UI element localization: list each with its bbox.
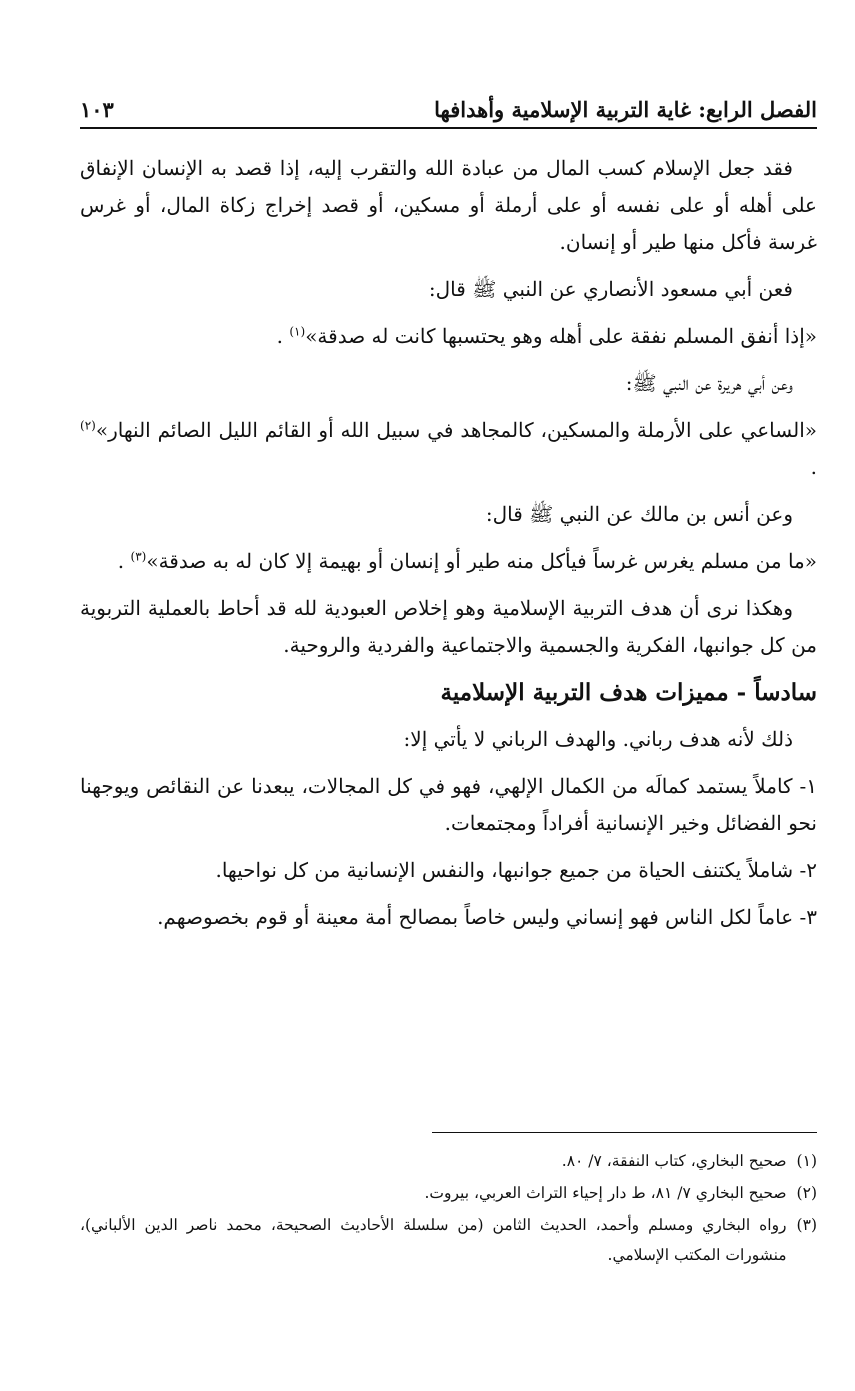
paragraph-2: فعن أبي مسعود الأنصاري عن النبي ﷺ قال: [428,277,793,301]
hadith-text-3: «ما من مسلم يغرس غرساً فيأكل منه طير أو إنسان أو بهيمة إلا كان له به صدقة» [146,549,817,573]
paragraph-5: وهكذا نرى أن هدف التربية الإسلامية وهو إخلاص العبودية لله قد أحاط بالعملية التربوية من كل جوانبها، الفكرية والجسمية والاجتماعية والفردية والروحية. [80,596,817,657]
hadith-text-1: «إذا أنفق المسلم نفقة على أهله وهو يحتسبها كانت له صدقة» [305,324,817,348]
hadith-quote-3 [80,543,817,580]
list-item-1: ١- كاملاً يستمد كمالَه من الكمال الإلهي، فهو في كل المجالات، يبعدنا عن النقائص ويوجهنا نحو الفضائل وخير الإنسانية أفراداً ومجتمعات. [80,774,817,835]
paragraph-4: وعن أنس بن مالك عن النبي ﷺ قال: [485,502,793,526]
section-heading: سادساً - مميزات هدف التربية الإسلامية [440,679,817,706]
footnote-text: رواه البخاري ومسلم وأحمد، الحديث الثامن (من سلسلة الأحاديث الصحيحة، محمد ناصر الدين الألباني)، منشورات المكتب الإسلامي. [80,1216,787,1264]
hadith-quote-2 [80,412,817,486]
quote-end-1: . [276,324,290,348]
footnote-ref-1: (١) [289,324,306,339]
footnote-number: (٢) [796,1184,817,1202]
footnote-rule [432,1132,817,1133]
footnotes [80,1146,817,1272]
footnote-number: (١) [796,1152,817,1170]
hadith-quote-1 [80,318,817,355]
paragraph-1: فقد جعل الإسلام كسب المال من عبادة الله والتقرب إليه، إذا قصد به الإنسان الإنفاق على أهله أو على نفسه أو على أرملة أو مسكين، أو قصد إخراج زكاة المال، أو غرس غرسة فأكل منها طير أو إنسان. [80,156,817,254]
main-text [80,150,817,946]
footnote-number: (٣) [796,1216,817,1234]
footnote-ref-3: (٣) [130,549,147,564]
paragraph-6: ذلك لأنه هدف رباني. والهدف الرباني لا يأتي إلا: [403,727,793,751]
footnote-text: صحيح البخاري، كتاب النفقة، ٧/ ٨٠. [561,1152,787,1170]
footnote-1 [80,1146,817,1176]
list-item-2: ٢- شاملاً يكتنف الحياة من جميع جوانبها، والنفس الإنسانية من كل نواحيها. [215,858,817,882]
footnote-text: صحيح البخاري ٧/ ٨١، ط دار إحياء التراث العربي، بيروت. [424,1184,787,1202]
chapter-title: الفصل الرابع: غاية التربية الإسلامية وأهدافها [434,97,817,122]
page-header [80,82,817,122]
hadith-text-2: «الساعي على الأرملة والمسكين، كالمجاهد في سبيل الله أو القائم الليل الصائم النهار» [95,418,817,442]
list-item-3: ٣- عاماً لكل الناس فهو إنساني وليس خاصاً بمصالح أمة معينة أو قوم بخصوصهم. [157,905,817,929]
footnote-2 [80,1178,817,1208]
footnote-3 [80,1210,817,1270]
quote-end-3: . [117,549,131,573]
header-rule [80,127,817,129]
quote-end-2: . [810,455,817,479]
paragraph-3: وعن أبي هريرة عن النبي ﷺ: [625,371,793,395]
footnote-ref-2: (٢) [80,418,96,433]
page-number: ١٠٣ [80,97,114,122]
